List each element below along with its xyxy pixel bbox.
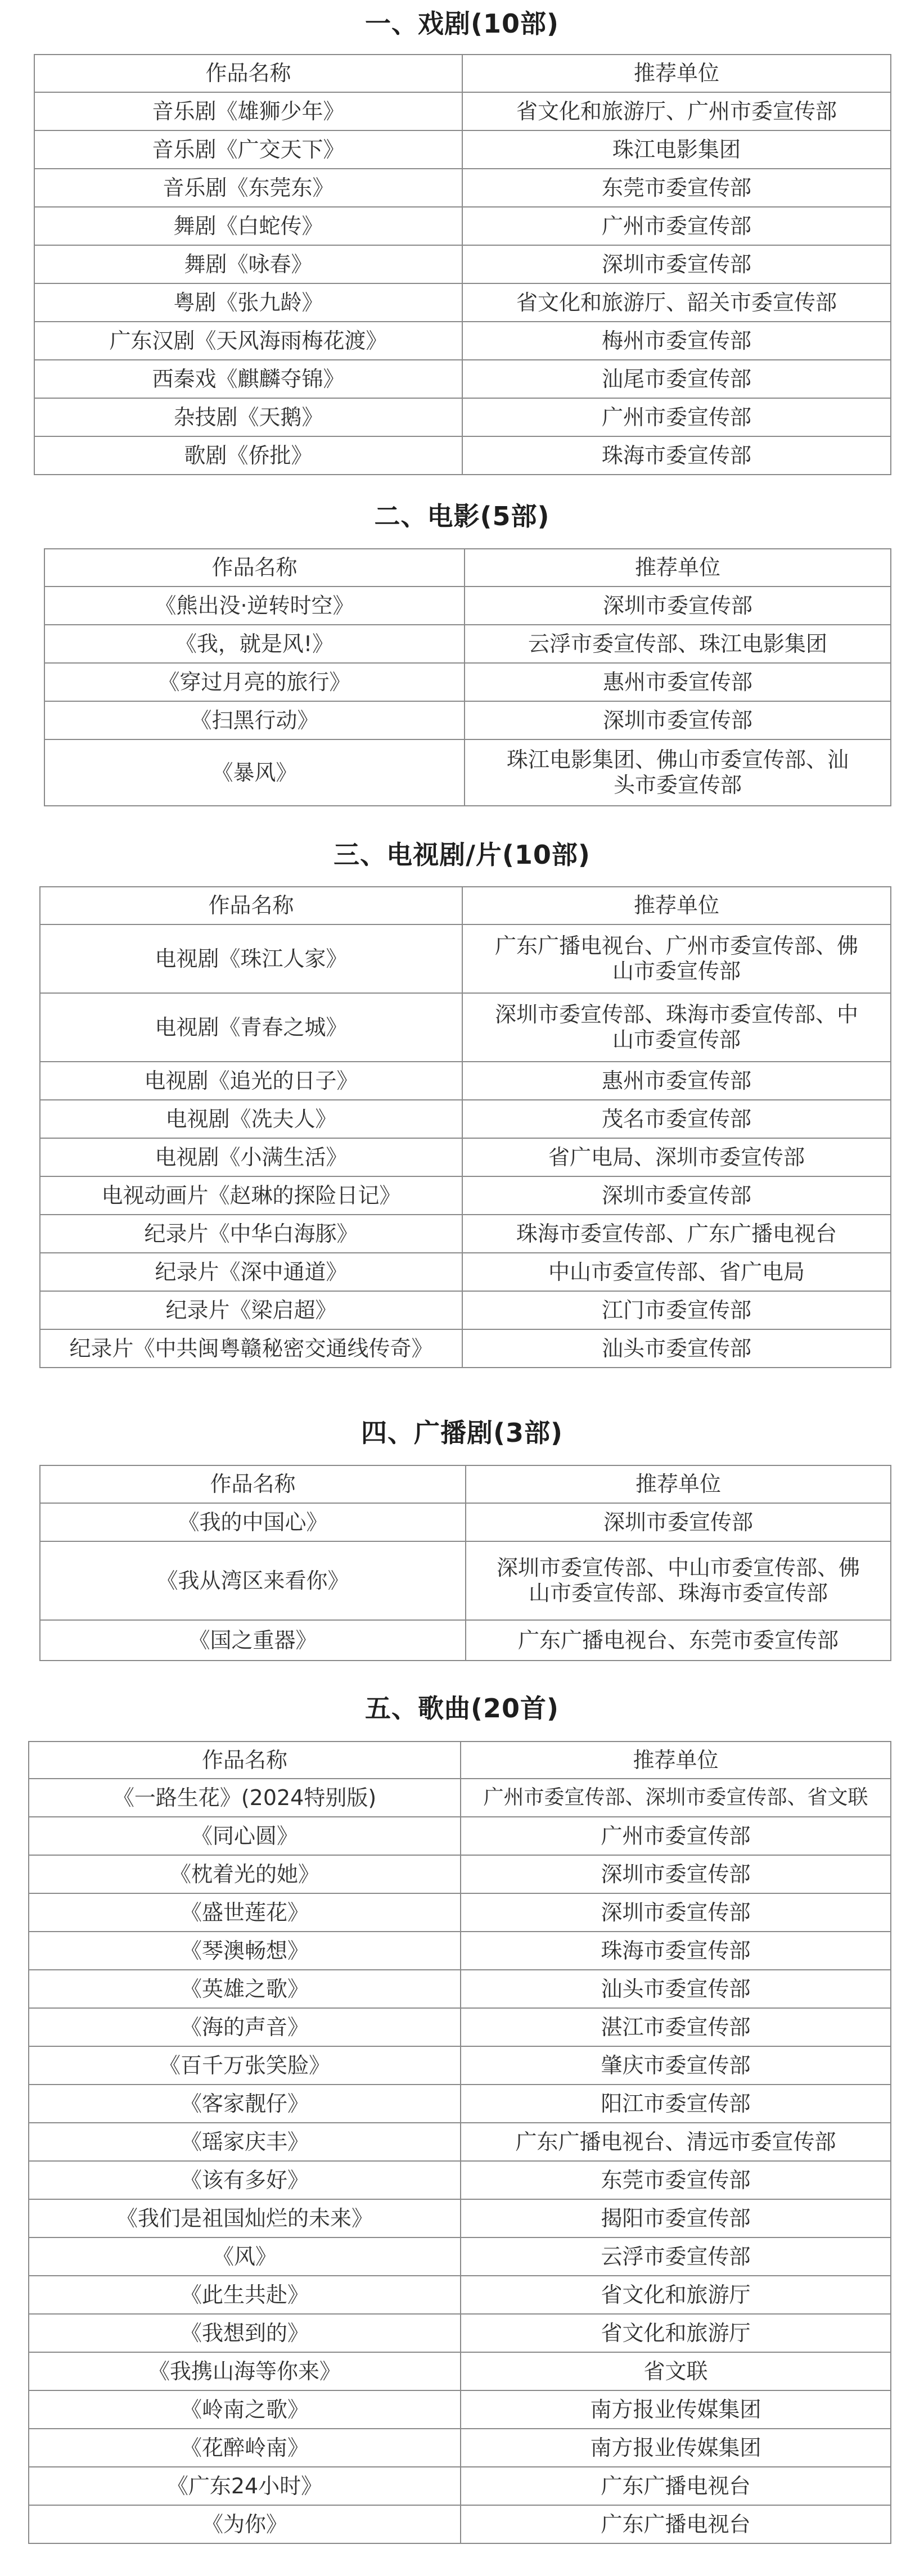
table-row — [29, 1932, 891, 1970]
recommender: 广州市委宣传部 — [462, 207, 891, 245]
work-name: 《英雄之歌》 — [29, 1970, 461, 2008]
recommender: 深圳市委宣传部 — [461, 1893, 891, 1932]
table-row — [40, 924, 891, 993]
work-name: 电视剧《小满生活》 — [40, 1138, 462, 1176]
recommender: 汕尾市委宣传部 — [462, 360, 891, 398]
work-name: 电视剧《青春之城》 — [40, 993, 462, 1062]
work-name: 《客家靓仔》 — [29, 2085, 461, 2123]
table-row — [29, 2429, 891, 2467]
work-name: 西秦戏《麒麟夺锦》 — [34, 360, 462, 398]
table-row — [29, 2390, 891, 2429]
table-row — [40, 1620, 891, 1661]
recommender: 广东广播电视台、广州市委宣传部、佛山市委宣传部 — [462, 924, 891, 993]
work-name: 《岭南之歌》 — [29, 2390, 461, 2429]
section-drama — [0, 0, 924, 478]
table-row — [29, 1817, 891, 1855]
table-row — [29, 1779, 891, 1817]
recommender: 广州市委宣传部 — [461, 1817, 891, 1855]
work-name: 《熊出没·逆转时空》 — [44, 587, 465, 625]
work-name: 纪录片《深中通道》 — [40, 1253, 462, 1291]
table-row — [29, 2008, 891, 2046]
table-row — [44, 739, 891, 806]
work-name: 《同心圆》 — [29, 1817, 461, 1855]
recommender: 中山市委宣传部、省广电局 — [462, 1253, 891, 1291]
work-name: 《盛世莲花》 — [29, 1893, 461, 1932]
work-name: 《琴澳畅想》 — [29, 1932, 461, 1970]
recommender: 广东广播电视台、清远市委宣传部 — [461, 2123, 891, 2161]
table-row — [40, 1291, 891, 1329]
table-row — [40, 1062, 891, 1100]
work-name: 《我们是祖国灿烂的未来》 — [29, 2199, 461, 2237]
work-name: 舞剧《白蛇传》 — [34, 207, 462, 245]
recommender: 省文化和旅游厅、广州市委宣传部 — [462, 92, 891, 130]
section-title: 五、歌曲(20首) — [364, 1693, 560, 1724]
header-work-name: 作品名称 — [40, 887, 462, 924]
header-work-name: 作品名称 — [34, 55, 462, 92]
recommender: 汕头市委宣传部 — [461, 1970, 891, 2008]
recommender: 东莞市委宣传部 — [462, 169, 891, 207]
recommender: 深圳市委宣传部 — [465, 701, 891, 739]
table-row — [40, 1503, 891, 1541]
table-row — [29, 2505, 891, 2543]
work-name: 杂技剧《天鹅》 — [34, 398, 462, 436]
header-recommender: 推荐单位 — [466, 1465, 891, 1503]
header-work-name: 作品名称 — [40, 1465, 466, 1503]
table-row — [29, 1855, 891, 1893]
work-name: 《瑶家庆丰》 — [29, 2123, 461, 2161]
table-row — [34, 436, 891, 475]
work-name: 《海的声音》 — [29, 2008, 461, 2046]
table-row — [29, 1970, 891, 2008]
section-title: 三、电视剧/片(10部) — [333, 840, 591, 870]
work-name: 电视剧《珠江人家》 — [40, 924, 462, 993]
table-header-row — [40, 1465, 891, 1503]
table-row — [40, 1541, 891, 1620]
table-header-row — [44, 549, 891, 587]
table-row — [29, 2352, 891, 2390]
recommender: 广州市委宣传部 — [462, 398, 891, 436]
work-name: 《百千万张笑脸》 — [29, 2046, 461, 2085]
section-tv — [0, 832, 924, 1406]
header-work-name: 作品名称 — [44, 549, 465, 587]
table-row — [29, 2161, 891, 2199]
table-row — [29, 2199, 891, 2237]
recommender: 东莞市委宣传部 — [461, 2161, 891, 2199]
table-row — [40, 1253, 891, 1291]
recommender: 珠海市委宣传部 — [461, 1932, 891, 1970]
header-recommender: 推荐单位 — [465, 549, 891, 587]
recommender: 深圳市委宣传部 — [462, 245, 891, 283]
work-name: 粤剧《张九龄》 — [34, 283, 462, 322]
work-name: 《暴风》 — [44, 739, 465, 806]
table-row — [40, 1176, 891, 1215]
work-name: 《该有多好》 — [29, 2161, 461, 2199]
table-row — [29, 2314, 891, 2352]
section-radio-drama — [0, 1411, 924, 1676]
recommender: 深圳市委宣传部 — [461, 1855, 891, 1893]
recommender: 广州市委宣传部、深圳市委宣传部、省文联 — [461, 1779, 891, 1817]
table-row — [44, 625, 891, 663]
recommender: 深圳市委宣传部 — [466, 1503, 891, 1541]
recommender: 揭阳市委宣传部 — [461, 2199, 891, 2237]
work-name: 纪录片《梁启超》 — [40, 1291, 462, 1329]
section-songs — [0, 1687, 924, 2575]
header-recommender: 推荐单位 — [462, 55, 891, 92]
header-recommender: 推荐单位 — [462, 887, 891, 924]
recommender: 省文化和旅游厅 — [461, 2276, 891, 2314]
work-name: 电视动画片《赵琳的探险日记》 — [40, 1176, 462, 1215]
table-row — [29, 1893, 891, 1932]
table-row — [40, 1215, 891, 1253]
recommender: 广东广播电视台 — [461, 2505, 891, 2543]
table-header-row — [34, 55, 891, 92]
drama-table — [34, 54, 891, 475]
work-name: 电视剧《冼夫人》 — [40, 1100, 462, 1138]
work-name: 《花醉岭南》 — [29, 2429, 461, 2467]
work-name: 《枕着光的她》 — [29, 1855, 461, 1893]
recommender: 广东广播电视台、东莞市委宣传部 — [466, 1620, 891, 1661]
songs-table — [28, 1741, 891, 2544]
table-row — [34, 283, 891, 322]
work-name: 《我，就是风!》 — [44, 625, 465, 663]
recommender: 云浮市委宣传部 — [461, 2237, 891, 2276]
table-row — [29, 2123, 891, 2161]
table-row — [40, 993, 891, 1062]
recommender: 惠州市委宣传部 — [462, 1062, 891, 1100]
table-row — [34, 322, 891, 360]
table-row — [40, 1138, 891, 1176]
recommender: 南方报业传媒集团 — [461, 2390, 891, 2429]
recommender: 深圳市委宣传部 — [465, 587, 891, 625]
recommender: 阳江市委宣传部 — [461, 2085, 891, 2123]
recommender: 深圳市委宣传部 — [462, 1176, 891, 1215]
recommender: 茂名市委宣传部 — [462, 1100, 891, 1138]
work-name: 《一路生花》(2024特别版) — [29, 1779, 461, 1817]
recommender: 珠海市委宣传部、广东广播电视台 — [462, 1215, 891, 1253]
recommender: 湛江市委宣传部 — [461, 2008, 891, 2046]
table-row — [44, 587, 891, 625]
section-title: 一、戏剧(10部) — [364, 8, 560, 39]
work-name: 电视剧《追光的日子》 — [40, 1062, 462, 1100]
table-row — [34, 130, 891, 169]
recommender: 惠州市委宣传部 — [465, 663, 891, 701]
recommender: 梅州市委宣传部 — [462, 322, 891, 360]
radio-drama-table — [39, 1465, 891, 1661]
table-row — [29, 2467, 891, 2505]
work-name: 《风》 — [29, 2237, 461, 2276]
recommender: 深圳市委宣传部、珠海市委宣传部、中山市委宣传部 — [462, 993, 891, 1062]
header-recommender: 推荐单位 — [461, 1742, 891, 1779]
work-name: 《我的中国心》 — [40, 1503, 466, 1541]
work-name: 纪录片《中华白海豚》 — [40, 1215, 462, 1253]
table-row — [34, 360, 891, 398]
table-row — [40, 1329, 891, 1368]
recommender: 省文化和旅游厅、韶关市委宣传部 — [462, 283, 891, 322]
recommender: 广东广播电视台 — [461, 2467, 891, 2505]
table-row — [29, 2046, 891, 2085]
work-name: 《此生共赴》 — [29, 2276, 461, 2314]
recommender: 深圳市委宣传部、中山市委宣传部、佛山市委宣传部、珠海市委宣传部 — [466, 1541, 891, 1620]
section-title: 二、电影(5部) — [374, 501, 550, 531]
recommender: 汕头市委宣传部 — [462, 1329, 891, 1368]
work-name: 广东汉剧《天风海雨梅花渡》 — [34, 322, 462, 360]
table-header-row — [40, 887, 891, 924]
table-row — [34, 245, 891, 283]
recommender: 珠江电影集团 — [462, 130, 891, 169]
work-name: 《为你》 — [29, 2505, 461, 2543]
table-row — [34, 398, 891, 436]
work-name: 《穿过月亮的旅行》 — [44, 663, 465, 701]
table-row — [44, 663, 891, 701]
tv-table — [39, 886, 891, 1368]
table-row — [34, 92, 891, 130]
work-name: 《我从湾区来看你》 — [40, 1541, 466, 1620]
table-row — [44, 701, 891, 739]
work-name: 《扫黑行动》 — [44, 701, 465, 739]
work-name: 《我携山海等你来》 — [29, 2352, 461, 2390]
section-title: 四、广播剧(3部) — [360, 1418, 564, 1448]
film-table — [44, 548, 891, 806]
table-row — [40, 1100, 891, 1138]
work-name: 纪录片《中共闽粤赣秘密交通线传奇》 — [40, 1329, 462, 1368]
recommender: 南方报业传媒集团 — [461, 2429, 891, 2467]
recommender: 江门市委宣传部 — [462, 1291, 891, 1329]
section-film — [0, 495, 924, 821]
work-name: 舞剧《咏春》 — [34, 245, 462, 283]
recommender: 珠海市委宣传部 — [462, 436, 891, 475]
table-row — [34, 169, 891, 207]
table-row — [29, 2085, 891, 2123]
work-name: 音乐剧《东莞东》 — [34, 169, 462, 207]
table-row — [34, 207, 891, 245]
recommender: 肇庆市委宣传部 — [461, 2046, 891, 2085]
recommender: 珠江电影集团、佛山市委宣传部、汕头市委宣传部 — [465, 739, 891, 806]
work-name: 音乐剧《广交天下》 — [34, 130, 462, 169]
work-name: 《广东24小时》 — [29, 2467, 461, 2505]
work-name: 音乐剧《雄狮少年》 — [34, 92, 462, 130]
table-row — [29, 2237, 891, 2276]
table-row — [29, 2276, 891, 2314]
work-name: 歌剧《侨批》 — [34, 436, 462, 475]
recommender: 省文化和旅游厅 — [461, 2314, 891, 2352]
recommender: 省广电局、深圳市委宣传部 — [462, 1138, 891, 1176]
work-name: 《我想到的》 — [29, 2314, 461, 2352]
recommender: 省文联 — [461, 2352, 891, 2390]
header-work-name: 作品名称 — [29, 1742, 461, 1779]
work-name: 《国之重器》 — [40, 1620, 466, 1661]
recommender: 云浮市委宣传部、珠江电影集团 — [465, 625, 891, 663]
table-header-row — [29, 1742, 891, 1779]
